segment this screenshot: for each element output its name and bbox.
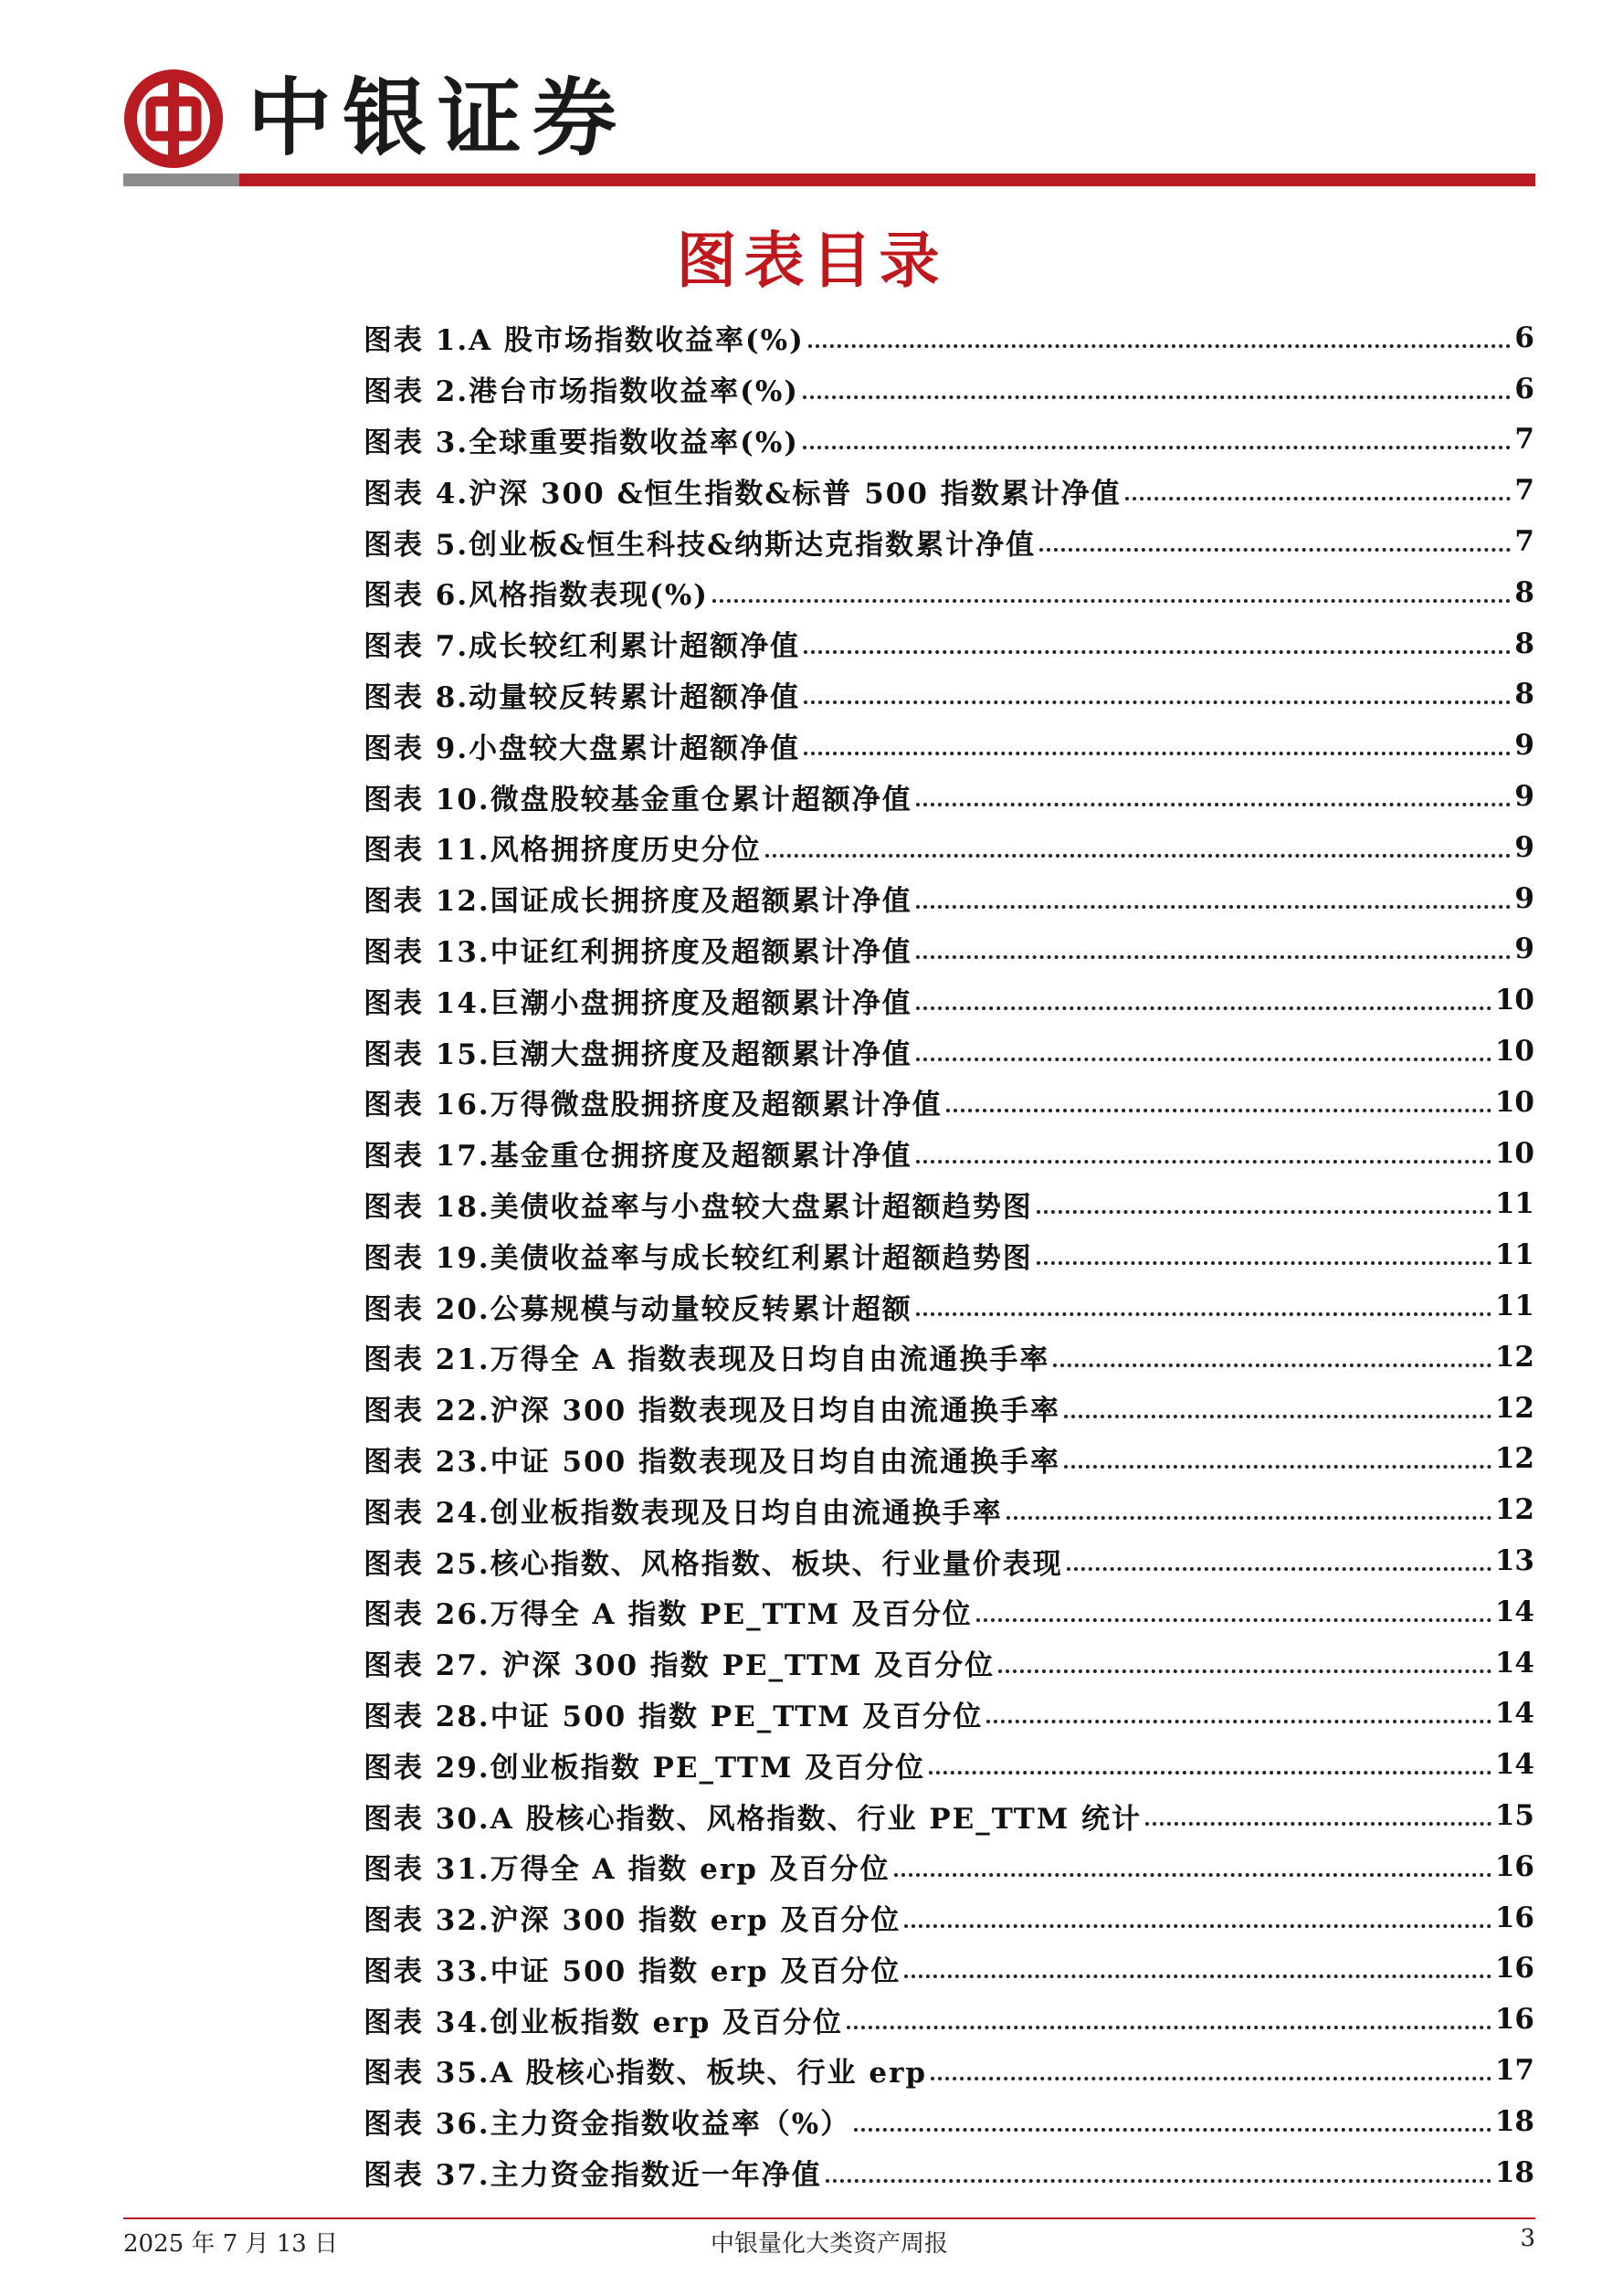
toc-dot-leader <box>916 1006 1491 1010</box>
toc-entry-page-number[interactable]: 11 <box>1494 1187 1534 1221</box>
toc-entry[interactable] <box>364 1790 1534 1841</box>
toc-dot-leader <box>1053 1364 1491 1367</box>
footer-divider <box>123 2217 1535 2219</box>
toc-entry-page-number[interactable]: 9 <box>1514 780 1534 814</box>
toc-dot-leader <box>847 2026 1491 2029</box>
toc-entry[interactable] <box>364 1841 1534 1892</box>
toc-entry-label[interactable]: 图表 34.创业板指数 erp 及百分位 <box>364 2006 844 2039</box>
toc-dot-leader <box>1067 1567 1491 1571</box>
toc-entry-label[interactable]: 图表 2.港台市场指数收益率(%) <box>364 375 799 409</box>
toc-entry-label[interactable]: 图表 30.A 股核心指数、风格指数、行业 PE_TTM 统计 <box>364 1802 1142 1836</box>
toc-dot-leader <box>1125 497 1512 500</box>
toc-entry-label[interactable]: 图表 13.中证红利拥挤度及超额累计净值 <box>364 935 912 969</box>
toc-entry[interactable] <box>364 873 1534 924</box>
toc-entry[interactable] <box>364 1739 1534 1790</box>
toc-entry-label[interactable]: 图表 19.美债收益率与成长较红利累计超额趋势图 <box>364 1241 1033 1275</box>
toc-entry-page-number[interactable]: 8 <box>1514 575 1534 609</box>
toc-entry[interactable] <box>364 669 1534 721</box>
toc-entry[interactable] <box>364 516 1534 567</box>
toc-entry[interactable] <box>364 618 1534 669</box>
toc-entry-label[interactable]: 图表 16.万得微盘股拥挤度及超额累计净值 <box>364 1089 943 1122</box>
toc-entry-page-number[interactable]: 7 <box>1514 423 1534 457</box>
toc-entry[interactable] <box>364 1077 1534 1128</box>
toc-entry-page-number[interactable]: 11 <box>1494 1238 1534 1272</box>
toc-entry-page-number[interactable]: 14 <box>1494 1595 1534 1628</box>
toc-entry[interactable] <box>364 1535 1534 1586</box>
toc-entry-label[interactable]: 图表 28.中证 500 指数 PE_TTM 及百分位 <box>364 1700 984 1733</box>
toc-entry[interactable] <box>364 1994 1534 2045</box>
toc-entry-page-number[interactable]: 11 <box>1494 1290 1534 1323</box>
toc-entry[interactable] <box>364 415 1534 466</box>
toc-entry-page-number[interactable]: 12 <box>1494 1340 1534 1374</box>
header-divider-red <box>239 174 1535 186</box>
toc-entry-label[interactable]: 图表 21.万得全 A 指数表现及日均自由流通换手率 <box>364 1343 1050 1377</box>
toc-entry-page-number[interactable]: 6 <box>1514 321 1534 354</box>
toc-entry[interactable] <box>364 2045 1534 2096</box>
toc-dot-leader <box>931 2077 1491 2080</box>
toc-entry-page-number[interactable]: 14 <box>1494 1697 1534 1731</box>
toc-entry[interactable] <box>364 1280 1534 1332</box>
page-title: 图表目录 <box>676 226 947 296</box>
toc-entry[interactable] <box>364 1689 1534 1740</box>
toc-entry-label[interactable]: 图表 1.A 股市场指数收益率(%) <box>364 324 805 358</box>
toc-dot-leader <box>929 1771 1491 1775</box>
toc-entry-page-number[interactable]: 10 <box>1494 1136 1534 1170</box>
toc-dot-leader <box>916 905 1512 909</box>
toc-dot-leader <box>1006 1516 1491 1520</box>
toc-dot-leader <box>1037 1210 1491 1214</box>
toc-dot-leader <box>804 700 1511 704</box>
toc-entry-label[interactable]: 图表 32.沪深 300 指数 erp 及百分位 <box>364 1904 901 1938</box>
toc-entry-page-number[interactable]: 9 <box>1514 830 1534 864</box>
toc-entry[interactable] <box>364 924 1534 975</box>
toc-entry-label[interactable]: 图表 26.万得全 A 指数 PE_TTM 及百分位 <box>364 1598 973 1632</box>
toc-entry-page-number[interactable]: 7 <box>1514 474 1534 508</box>
toc-entry-page-number[interactable]: 9 <box>1514 932 1534 966</box>
toc-dot-leader <box>916 1312 1491 1316</box>
toc-dot-leader <box>1037 1261 1491 1265</box>
toc-dot-leader <box>804 752 1511 755</box>
toc-dot-leader <box>916 1058 1491 1061</box>
toc-entry-label[interactable]: 图表 8.动量较反转累计超额净值 <box>364 680 801 714</box>
toc-entry-page-number[interactable]: 8 <box>1514 678 1534 711</box>
toc-entry[interactable] <box>364 1892 1534 1943</box>
page-header <box>123 64 627 174</box>
toc-entry-page-number[interactable]: 10 <box>1494 1085 1534 1119</box>
toc-dot-leader <box>1039 548 1511 552</box>
toc-entry[interactable] <box>364 1586 1534 1638</box>
toc-dot-leader <box>946 1109 1491 1112</box>
toc-entry[interactable] <box>364 567 1534 618</box>
toc-dot-leader <box>904 1924 1491 1928</box>
toc-entry-page-number[interactable]: 15 <box>1494 1799 1534 1832</box>
bank-of-china-logo-icon <box>123 68 224 169</box>
toc-entry[interactable] <box>364 1179 1534 1230</box>
toc-entry-label[interactable]: 图表 5.创业板&恒生科技&纳斯达克指数累计净值 <box>364 528 1037 562</box>
toc-dot-leader <box>894 1873 1491 1877</box>
toc-entry-page-number[interactable]: 12 <box>1494 1493 1534 1527</box>
toc-entry-label[interactable]: 图表 3.全球重要指数收益率(%) <box>364 426 799 459</box>
toc-entry-label[interactable]: 图表 35.A 股核心指数、板块、行业 erp <box>364 2057 928 2091</box>
toc-entry-page-number[interactable]: 10 <box>1494 1035 1534 1069</box>
toc-entry-label[interactable]: 图表 7.成长较红利累计超额净值 <box>364 630 801 664</box>
toc-dot-leader <box>976 1618 1491 1622</box>
toc-entry-label[interactable]: 图表 25.核心指数、风格指数、板块、行业量价表现 <box>364 1547 1063 1581</box>
toc-entry-page-number[interactable]: 9 <box>1514 729 1534 763</box>
page-footer <box>123 2225 1535 2261</box>
toc-entry[interactable] <box>364 1434 1534 1485</box>
toc-entry-page-number[interactable]: 14 <box>1494 1748 1534 1782</box>
toc-entry-label[interactable]: 图表 20.公募规模与动量较反转累计超额 <box>364 1292 912 1326</box>
toc-entry-label[interactable]: 图表 29.创业板指数 PE_TTM 及百分位 <box>364 1751 926 1785</box>
toc-entry[interactable] <box>364 465 1534 516</box>
toc-entry-page-number[interactable]: 17 <box>1494 2053 1534 2087</box>
toc-entry-label[interactable]: 图表 33.中证 500 指数 erp 及百分位 <box>364 1954 901 1988</box>
toc-entry-page-number[interactable]: 10 <box>1494 984 1534 1017</box>
footer-page-number: 3 <box>1520 2225 1535 2252</box>
toc-entry-page-number[interactable]: 16 <box>1494 1901 1534 1934</box>
toc-entry-label[interactable]: 图表 24.创业板指数表现及日均自由流通换手率 <box>364 1496 1003 1530</box>
toc-entry[interactable] <box>364 1943 1534 1995</box>
toc-dot-leader <box>803 395 1511 399</box>
toc-entry[interactable] <box>364 1229 1534 1280</box>
toc-dot-leader <box>916 1160 1491 1164</box>
toc-dot-leader <box>916 803 1512 806</box>
toc-entry-label[interactable]: 图表 12.国证成长拥挤度及超额累计净值 <box>364 885 912 919</box>
toc-entry-label[interactable]: 图表 10.微盘股较基金重仓累计超额净值 <box>364 783 912 816</box>
toc-dot-leader <box>826 2179 1491 2183</box>
toc-entry-label[interactable]: 图表 36.主力资金指数收益率（%） <box>364 2108 851 2142</box>
toc-entry[interactable] <box>364 771 1534 822</box>
toc-dot-leader <box>1064 1465 1491 1469</box>
toc-entry-label[interactable]: 图表 27. 沪深 300 指数 PE_TTM 及百分位 <box>364 1649 996 1683</box>
toc-dot-leader <box>904 1975 1491 1978</box>
toc-entry[interactable] <box>364 1128 1534 1179</box>
toc-entry-page-number[interactable]: 16 <box>1494 1849 1534 1883</box>
toc-dot-leader <box>1145 1822 1491 1826</box>
toc-dot-leader <box>803 446 1511 449</box>
toc-entry-page-number[interactable]: 18 <box>1494 2104 1534 2138</box>
toc-dot-leader <box>765 854 1512 858</box>
toc-entry[interactable] <box>364 1026 1534 1077</box>
toc-entry-label[interactable]: 图表 14.巨潮小盘拥挤度及超额累计净值 <box>364 986 912 1020</box>
toc-entry[interactable] <box>364 1332 1534 1383</box>
toc-entry-page-number[interactable]: 12 <box>1494 1442 1534 1476</box>
toc-entry[interactable] <box>364 1638 1534 1689</box>
toc-entry-label[interactable]: 图表 11.风格拥挤度历史分位 <box>364 834 762 868</box>
toc-entry[interactable] <box>364 1383 1534 1434</box>
toc-entry-label[interactable]: 图表 22.沪深 300 指数表现及日均自由流通换手率 <box>364 1395 1061 1428</box>
toc-entry-label[interactable]: 图表 23.中证 500 指数表现及日均自由流通换手率 <box>364 1445 1061 1479</box>
header-divider-gray <box>123 174 239 186</box>
toc-entry[interactable] <box>364 822 1534 873</box>
toc-entry-page-number[interactable]: 18 <box>1494 2155 1534 2189</box>
toc-entry-label[interactable]: 图表 9.小盘较大盘累计超额净值 <box>364 732 801 765</box>
toc-dot-leader <box>1064 1415 1491 1418</box>
toc-entry-label[interactable]: 图表 15.巨潮大盘拥挤度及超额累计净值 <box>364 1037 912 1071</box>
toc-entry-label[interactable]: 图表 31.万得全 A 指数 erp 及百分位 <box>364 1853 891 1887</box>
toc-dot-leader <box>808 344 1512 348</box>
toc-entry-label[interactable]: 图表 18.美债收益率与小盘较大盘累计超额趋势图 <box>364 1190 1033 1224</box>
brand-name: 中银证券 <box>248 69 628 167</box>
toc-entry-page-number[interactable]: 9 <box>1514 881 1534 915</box>
toc-entry-label[interactable]: 图表 37.主力资金指数近一年净值 <box>364 2159 822 2193</box>
toc-entry[interactable] <box>364 720 1534 771</box>
toc-entry[interactable] <box>364 2096 1534 2147</box>
footer-report-name: 中银量化大类资产周报 <box>710 2230 948 2258</box>
toc-dot-leader <box>998 1669 1491 1673</box>
toc-entry-page-number[interactable]: 13 <box>1494 1544 1534 1578</box>
toc-entry[interactable] <box>364 312 1534 363</box>
toc-entry[interactable] <box>364 363 1534 415</box>
toc-entry-page-number[interactable]: 16 <box>1494 1952 1534 1985</box>
toc-entry-page-number[interactable]: 12 <box>1494 1391 1534 1425</box>
toc-entry[interactable] <box>364 1484 1534 1535</box>
toc-entry-page-number[interactable]: 6 <box>1514 372 1534 405</box>
toc-dot-leader <box>712 599 1511 603</box>
table-of-figures <box>364 312 1534 2197</box>
toc-entry[interactable] <box>364 974 1534 1026</box>
toc-dot-leader <box>804 650 1511 654</box>
toc-entry-page-number[interactable]: 16 <box>1494 2003 1534 2037</box>
toc-dot-leader <box>986 1720 1491 1723</box>
toc-entry-label[interactable]: 图表 6.风格指数表现(%) <box>364 579 709 613</box>
toc-entry-page-number[interactable]: 14 <box>1494 1646 1534 1680</box>
toc-dot-leader <box>854 2128 1491 2132</box>
toc-entry-label[interactable]: 图表 4.沪深 300 &恒生指数&标普 500 指数累计净值 <box>364 477 1122 511</box>
toc-entry-page-number[interactable]: 8 <box>1514 627 1534 660</box>
toc-entry-page-number[interactable]: 7 <box>1514 525 1534 559</box>
header-divider <box>123 174 1535 186</box>
footer-date: 2025 年 7 月 13 日 <box>123 2230 339 2258</box>
toc-dot-leader <box>916 955 1512 959</box>
toc-entry[interactable] <box>364 2147 1534 2198</box>
toc-entry-label[interactable]: 图表 17.基金重仓拥挤度及超额累计净值 <box>364 1140 912 1174</box>
